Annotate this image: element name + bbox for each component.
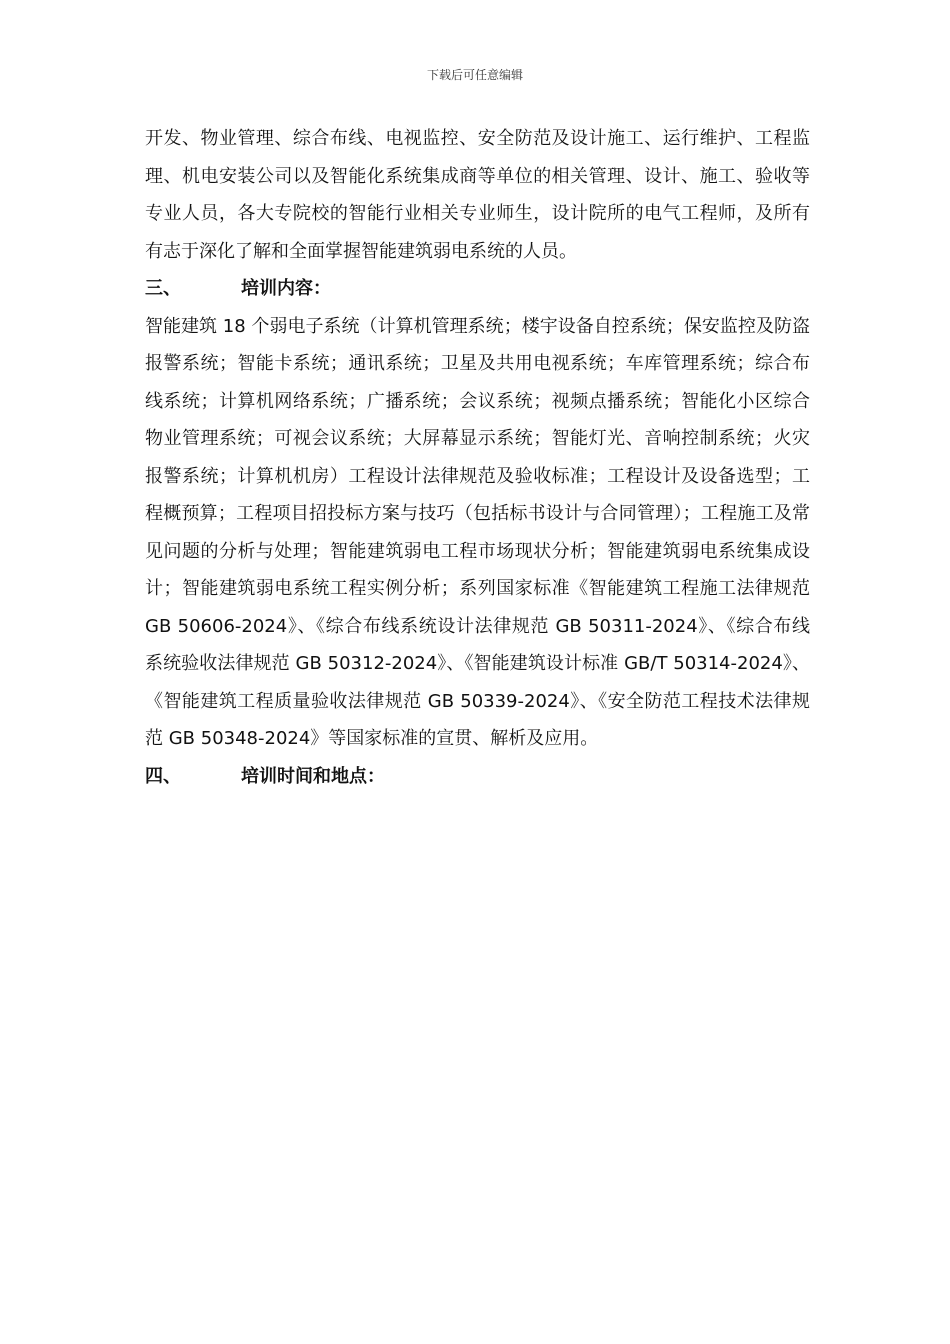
- section-number: 三、: [145, 278, 181, 299]
- document-body: [145, 120, 810, 795]
- section-heading-4: [145, 758, 810, 796]
- intro-paragraph: 开发、物业管理、综合布线、电视监控、安全防范及设计施工、运行维护、工程监理、机电安装公司以及智能化系统集成商等单位的相关管理、设计、施工、验收等专业人员，各大专院校的智能行业相关专业师生，设计院所的电气工程师，及所有有志于深化了解和全面掌握智能建筑弱电系统的人员。: [145, 128, 810, 262]
- section-heading-3: [145, 270, 810, 308]
- training-content-paragraph: 智能建筑 18 个弱电子系统（计算机管理系统；楼宇设备自控系统；保安监控及防盗报警系统；智能卡系统；通讯系统；卫星及共用电视系统；车库管理系统；综合布线系统；计算机网络系统；广播系统；会议系统；视频点播系统；智能化小区综合物业管理系统；可视会议系统；大屏幕显示系统；智能灯光、音响控制系统；火灾报警系统；计算机机房）工程设计法律规范及验收标准；工程设计及设备选型；工程概预算；工程项目招投标方案与技巧（包括标书设计与合同管理）；工程施工及常见问题的分析与处理；智能建筑弱电工程市场现状分析；智能建筑弱电系统集成设计；智能建筑弱电系统工程实例分析；系列国家标准《智能建筑工程施工法律规范 GB 50606-2024》、《综合布线系统设计法律规范 GB 50311-2024》、《综合布线系统验收法律规范 GB 50312-2024》、《智能建筑设计标准 GB/T 50314-2024》、《智能建筑工程质量验收法律规范 GB 50339-2024》、《安全防范工程技术法律规范 GB 50348-2024》等国家标准的宣贯、解析及应用。: [145, 315, 810, 749]
- section-title: 培训时间和地点：: [241, 765, 385, 787]
- page-header-note: 下载后可任意编辑: [426, 68, 523, 82]
- section-number: 四、: [145, 765, 181, 787]
- section-title: 培训内容：: [241, 278, 331, 299]
